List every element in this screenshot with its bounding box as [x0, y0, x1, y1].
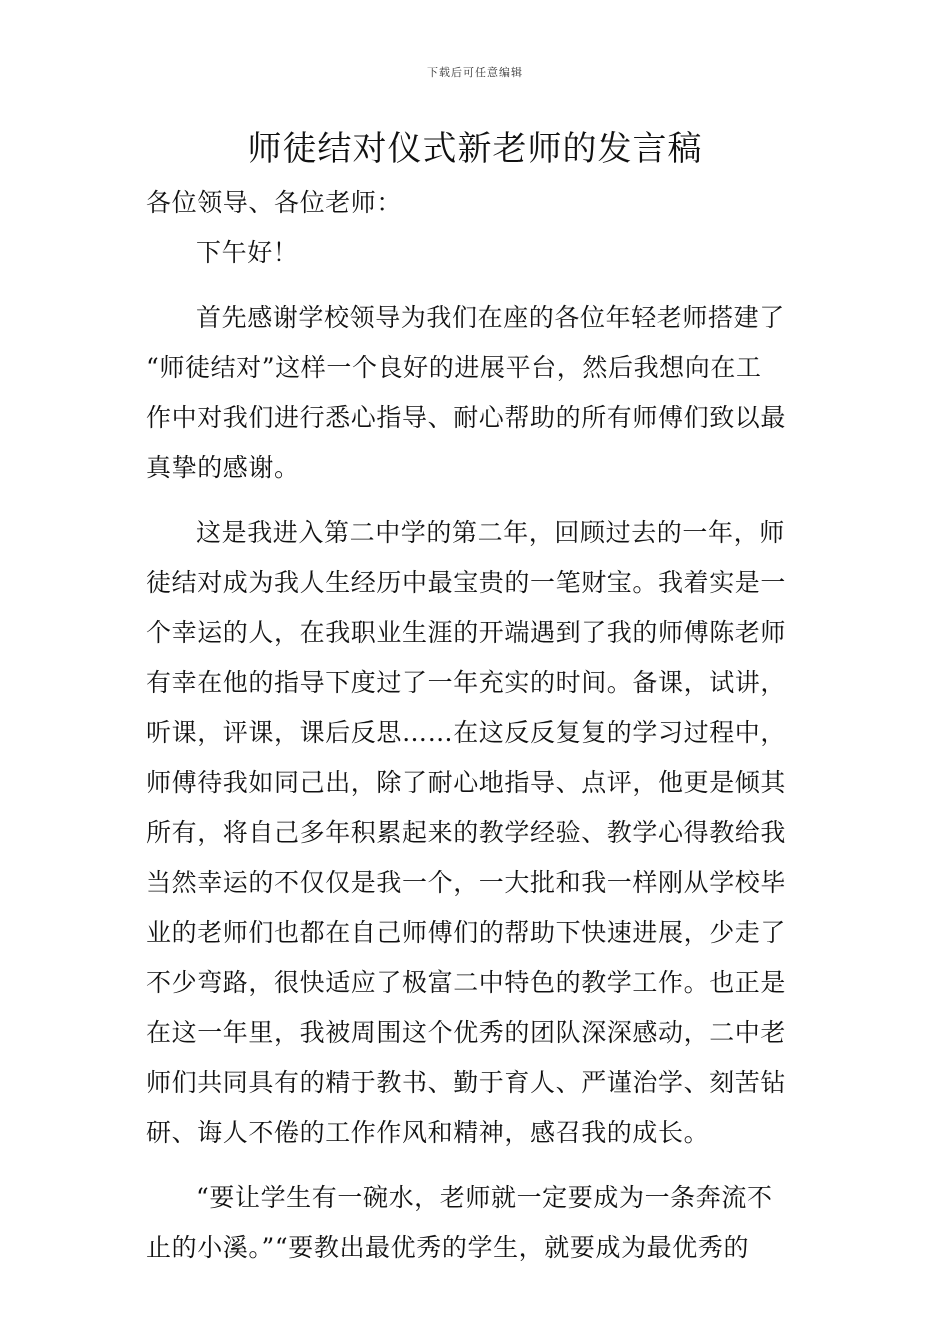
paragraph-line: “师徒结对”这样一个良好的进展平台，然后我想向在工 [146, 353, 762, 382]
salutation: 各位领导、各位老师： [146, 188, 403, 217]
paragraph-2 [146, 508, 808, 1158]
paragraph-3 [146, 1173, 808, 1273]
paragraph-line: 这是我进入第二中学的第二年，回顾过去的一年，师 [196, 518, 785, 547]
paragraph-line: 研、诲人不倦的工作作风和精神，感召我的成长。 [146, 1118, 710, 1147]
paragraph-line: 真挚的感谢。 [146, 453, 300, 482]
paragraph-line: 有幸在他的指导下度过了一年充实的时间。备课，试讲， [146, 668, 787, 697]
header-note: 下载后可任意编辑 [427, 66, 523, 79]
document-body [146, 178, 808, 1273]
paragraph-line: 所有，将自己多年积累起来的教学经验、教学心得教给我 [146, 818, 787, 847]
paragraph-line: 在这一年里，我被周围这个优秀的团队深深感动，二中老 [146, 1018, 787, 1047]
paragraph-line: “要让学生有一碗水，老师就一定要成为一条奔流不 [196, 1183, 773, 1212]
paragraph-line: 业的老师们也都在自己师傅们的帮助下快速进展，少走了 [146, 918, 787, 947]
paragraph-line: 听课，评课，课后反思……在这反反复复的学习过程中， [146, 718, 787, 747]
paragraph-1 [146, 293, 808, 493]
greeting: 下午好！ [196, 238, 299, 267]
paragraph-line: 止的小溪。”“要教出最优秀的学生，就要成为最优秀的 [146, 1233, 750, 1262]
paragraph-line: 当然幸运的不仅仅是我一个，一大批和我一样刚从学校毕 [146, 868, 787, 897]
paragraph-line: 不少弯路，很快适应了极富二中特色的教学工作。也正是 [146, 968, 787, 997]
paragraph-line: 徒结对成为我人生经历中最宝贵的一笔财宝。我着实是一 [146, 568, 787, 597]
paragraph-line: 个幸运的人，在我职业生涯的开端遇到了我的师傅陈老师 [146, 618, 787, 647]
paragraph-line: 作中对我们进行悉心指导、耐心帮助的所有师傅们致以最 [146, 403, 787, 432]
paragraph-line: 师傅待我如同己出，除了耐心地指导、点评，他更是倾其 [146, 768, 787, 797]
paragraph-line: 师们共同具有的精于教书、勤于育人、严谨治学、刻苦钻 [146, 1068, 787, 1097]
paragraph-line: 首先感谢学校领导为我们在座的各位年轻老师搭建了 [196, 303, 785, 332]
document-title: 师徒结对仪式新老师的发言稿 [247, 129, 703, 169]
